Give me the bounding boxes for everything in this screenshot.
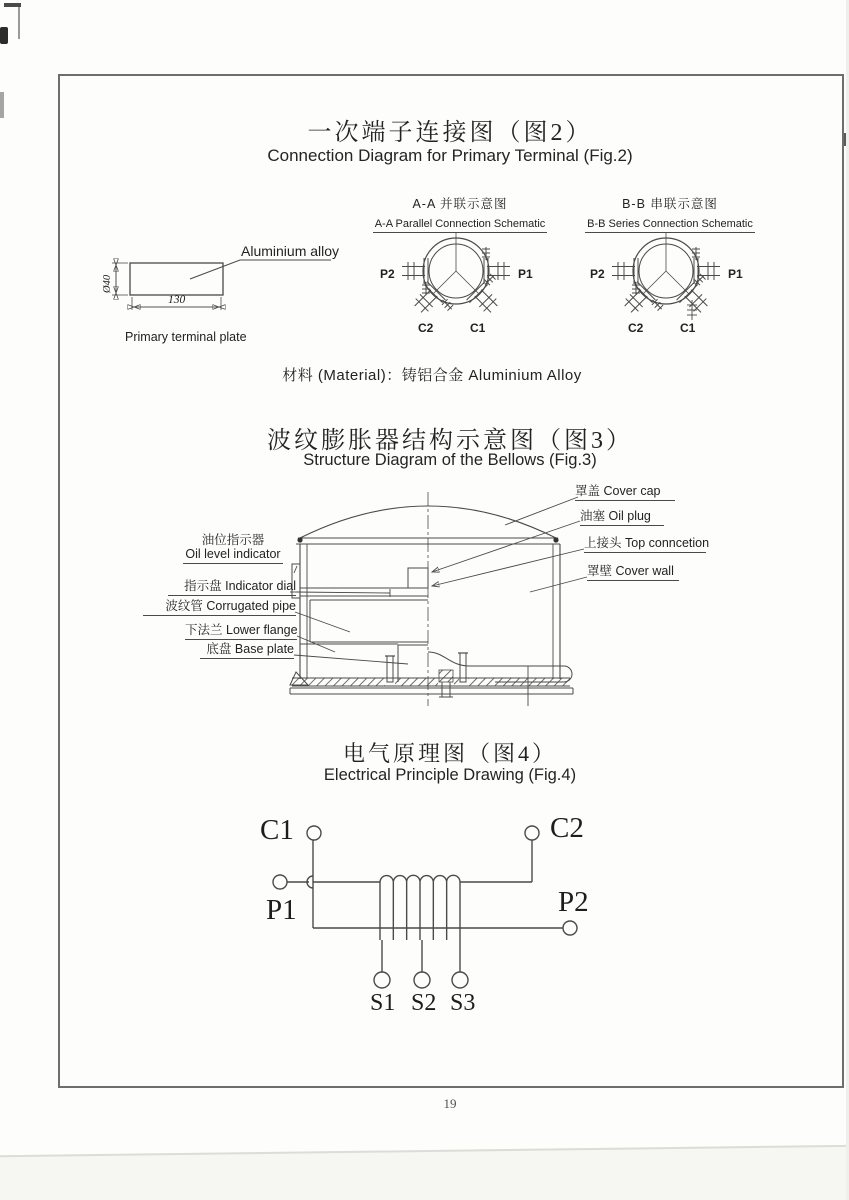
- scan-artifact-blob: [0, 27, 8, 44]
- fig3-title-cn: 波纹膨胀器结构示意图（图3）: [267, 428, 633, 454]
- paper-edge-shadow: [0, 1145, 849, 1200]
- plate-height-dim: Ø40: [102, 274, 113, 293]
- scan-artifact-smudge: [0, 92, 4, 118]
- aa-terminal-c2: C2: [418, 321, 434, 335]
- bb-connection-schematic: [588, 228, 758, 340]
- label-oil-plug-en: Oil plug: [608, 509, 651, 523]
- label-oil-level-indicator: [168, 533, 298, 564]
- terminal-s2-label: S2: [411, 990, 437, 1016]
- terminal-s1-label: S1: [370, 990, 396, 1016]
- bb-terminal-p2: P2: [590, 267, 605, 281]
- bb-terminal-c2: C2: [628, 321, 644, 335]
- scan-artifact-line: [18, 7, 20, 39]
- aa-terminal-c1: C1: [470, 321, 486, 335]
- bb-terminal-p1: P1: [728, 267, 743, 281]
- plate-material-label: Aluminium alloy: [241, 243, 340, 259]
- label-cover-wall: [587, 561, 679, 581]
- label-oil-plug-cn: 油塞: [580, 509, 606, 523]
- label-cover-cap: [575, 481, 675, 501]
- aa-connection-schematic: [378, 228, 548, 340]
- plate-caption: Primary terminal plate: [125, 330, 247, 344]
- aa-terminal-p1: P1: [518, 267, 533, 281]
- label-lower-flange: [185, 620, 297, 640]
- bb-heading-en: B-B Series Connection Schematic: [585, 218, 755, 234]
- terminal-s3-label: S3: [450, 990, 476, 1016]
- terminal-p1-label: P1: [266, 894, 297, 926]
- label-cover-cap-en: Cover cap: [603, 484, 661, 498]
- label-base-plate: [200, 639, 294, 659]
- fig4-title-en: Electrical Principle Drawing (Fig.4): [323, 766, 577, 784]
- fig3-title-en: Structure Diagram of the Bellows (Fig.3): [303, 451, 597, 469]
- label-indicator-dial-cn: 指示盘: [184, 579, 222, 593]
- primary-terminal-plate-drawing: [100, 240, 350, 352]
- aa-terminal-p2: P2: [380, 267, 395, 281]
- label-cover-wall-en: Cover wall: [615, 564, 674, 578]
- bb-terminal-c1: C1: [680, 321, 696, 335]
- label-lower-flange-cn: 下法兰: [185, 623, 223, 637]
- bb-heading-cn: B-B 串联示意图: [622, 197, 718, 211]
- label-base-plate-cn: 底盘: [206, 642, 232, 656]
- aa-heading-cn: A-A 并联示意图: [412, 197, 508, 211]
- label-top-connection-en: Top conncetion: [625, 536, 710, 550]
- fig4-title-cn: 电气原理图（图4）: [342, 741, 557, 766]
- label-top-connection-cn: 上接头: [584, 536, 622, 550]
- plate-width-dim: 130: [168, 294, 186, 306]
- label-cover-cap-cn: 罩盖: [575, 484, 601, 498]
- label-oil-plug: [580, 506, 664, 526]
- terminal-c2-label: C2: [550, 812, 584, 844]
- page-number: 19: [443, 1096, 457, 1111]
- label-corrugated-pipe-cn: 波纹管: [165, 599, 203, 613]
- label-base-plate-en: Base plate: [234, 642, 294, 656]
- material-note: 材料 (Material)：铸铝合金 Aluminium Alloy: [282, 367, 582, 384]
- terminal-c1-label: C1: [260, 814, 294, 846]
- label-cover-wall-cn: 罩壁: [587, 564, 613, 578]
- label-indicator-dial: [168, 576, 296, 596]
- terminal-p2-label: P2: [558, 886, 589, 918]
- label-lower-flange-en: Lower flange: [226, 623, 298, 637]
- label-top-connection: [584, 533, 710, 553]
- label-corrugated-pipe-en: Corrugated pipe: [206, 599, 296, 613]
- fig2-title-cn: 一次端子连接图（图2）: [307, 120, 593, 146]
- fig2-title-en: Connection Diagram for Primary Terminal (Fig.2): [267, 146, 633, 165]
- label-corrugated-pipe: [143, 596, 296, 616]
- label-oil-level-indicator-en: Oil level indicator: [183, 547, 282, 563]
- label-oil-level-indicator-cn: 油位指示器: [201, 533, 265, 547]
- aa-heading-en: A-A Parallel Connection Schematic: [373, 218, 548, 234]
- label-indicator-dial-en: Indicator dial: [225, 579, 296, 593]
